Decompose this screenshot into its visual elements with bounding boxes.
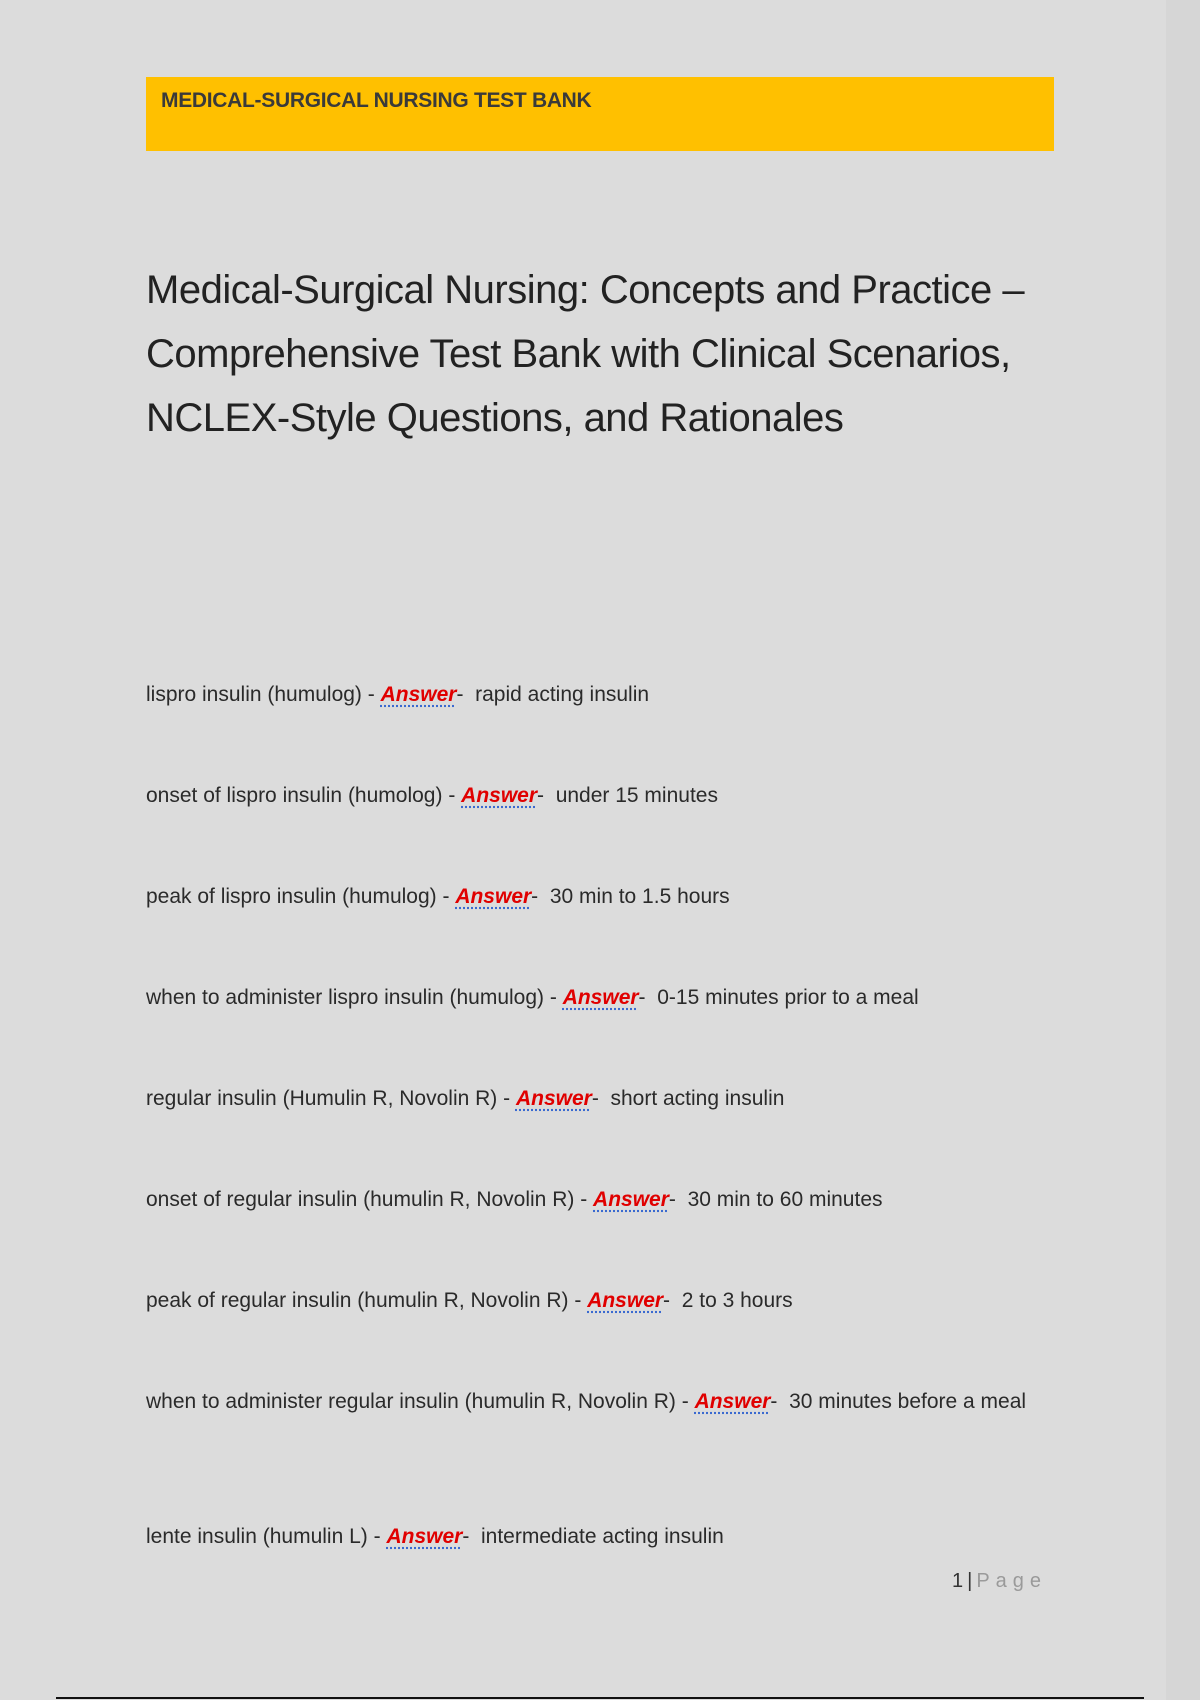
page-separator: | [967, 1570, 973, 1592]
qa-question: when to administer regular insulin (humulin R, Novolin R) - [146, 1390, 695, 1413]
qa-question: onset of regular insulin (humulin R, Novolin R) - [146, 1188, 594, 1211]
page-number-footer [952, 1570, 1047, 1593]
answer-dash: - [462, 1525, 481, 1548]
answer-dash: - [591, 1087, 611, 1110]
answer-dash: - [638, 986, 658, 1009]
qa-question: peak of regular insulin (humulin R, Novolin R) - [146, 1289, 588, 1312]
answer-label: Answer [461, 784, 538, 807]
qa-answer: 0-15 minutes prior to a meal [657, 986, 919, 1009]
qa-question: regular insulin (Humulin R, Novolin R) - [146, 1087, 516, 1110]
qa-question: lispro insulin (humulog) - [146, 683, 381, 706]
qa-answer: 30 minutes before a meal [789, 1390, 1027, 1413]
answer-label: Answer [455, 885, 532, 908]
answer-dash: - [770, 1390, 790, 1413]
answer-dash: - [663, 1289, 682, 1312]
qa-question: lente insulin (humulin L) - [146, 1525, 387, 1548]
qa-answer: 2 to 3 hours [681, 1289, 793, 1312]
qa-item [146, 779, 1046, 813]
qa-answer: intermediate acting insulin [480, 1525, 724, 1548]
bottom-divider [56, 1697, 1144, 1699]
page-edge-shadow [1166, 0, 1200, 1700]
answer-label: Answer [587, 1289, 664, 1312]
answer-dash: - [531, 885, 550, 908]
header-band [146, 77, 1054, 151]
qa-item [146, 981, 1046, 1015]
answer-dash: - [537, 784, 556, 807]
answer-label: Answer [386, 1525, 463, 1548]
page-number: 1 [952, 1570, 964, 1592]
qa-question: when to administer lispro insulin (humulog) - [146, 986, 563, 1009]
qa-question: onset of lispro insulin (humolog) - [146, 784, 462, 807]
document-title: Medical-Surgical Nursing: Concepts and Practice – Comprehensive Test Bank with Clinical Scenarios, NCLEX-Style Questions, and Rationales [146, 268, 1025, 440]
answer-label: Answer [562, 986, 639, 1009]
answer-dash: - [456, 683, 476, 706]
qa-item [146, 1284, 1046, 1318]
header-title: MEDICAL-SURGICAL NURSING TEST BANK [161, 89, 592, 112]
qa-item [146, 1520, 1046, 1554]
qa-item [146, 678, 1046, 712]
qa-answer: short acting insulin [610, 1087, 785, 1110]
qa-item [146, 1183, 1046, 1217]
answer-label: Answer [593, 1188, 669, 1211]
qa-answer: rapid acting insulin [475, 683, 650, 706]
qa-answer: 30 min to 1.5 hours [549, 885, 730, 908]
answer-label: Answer [380, 683, 457, 706]
qa-answer: under 15 minutes [555, 784, 718, 807]
qa-item [146, 1082, 1046, 1116]
qa-item [146, 1385, 1046, 1419]
page-word: Page [976, 1570, 1048, 1592]
answer-dash: - [668, 1188, 688, 1211]
answer-label: Answer [515, 1087, 592, 1110]
answer-label: Answer [694, 1390, 771, 1413]
qa-question: peak of lispro insulin (humulog) - [146, 885, 456, 908]
qa-item [146, 880, 1046, 914]
qa-answer: 30 min to 60 minutes [687, 1188, 883, 1211]
